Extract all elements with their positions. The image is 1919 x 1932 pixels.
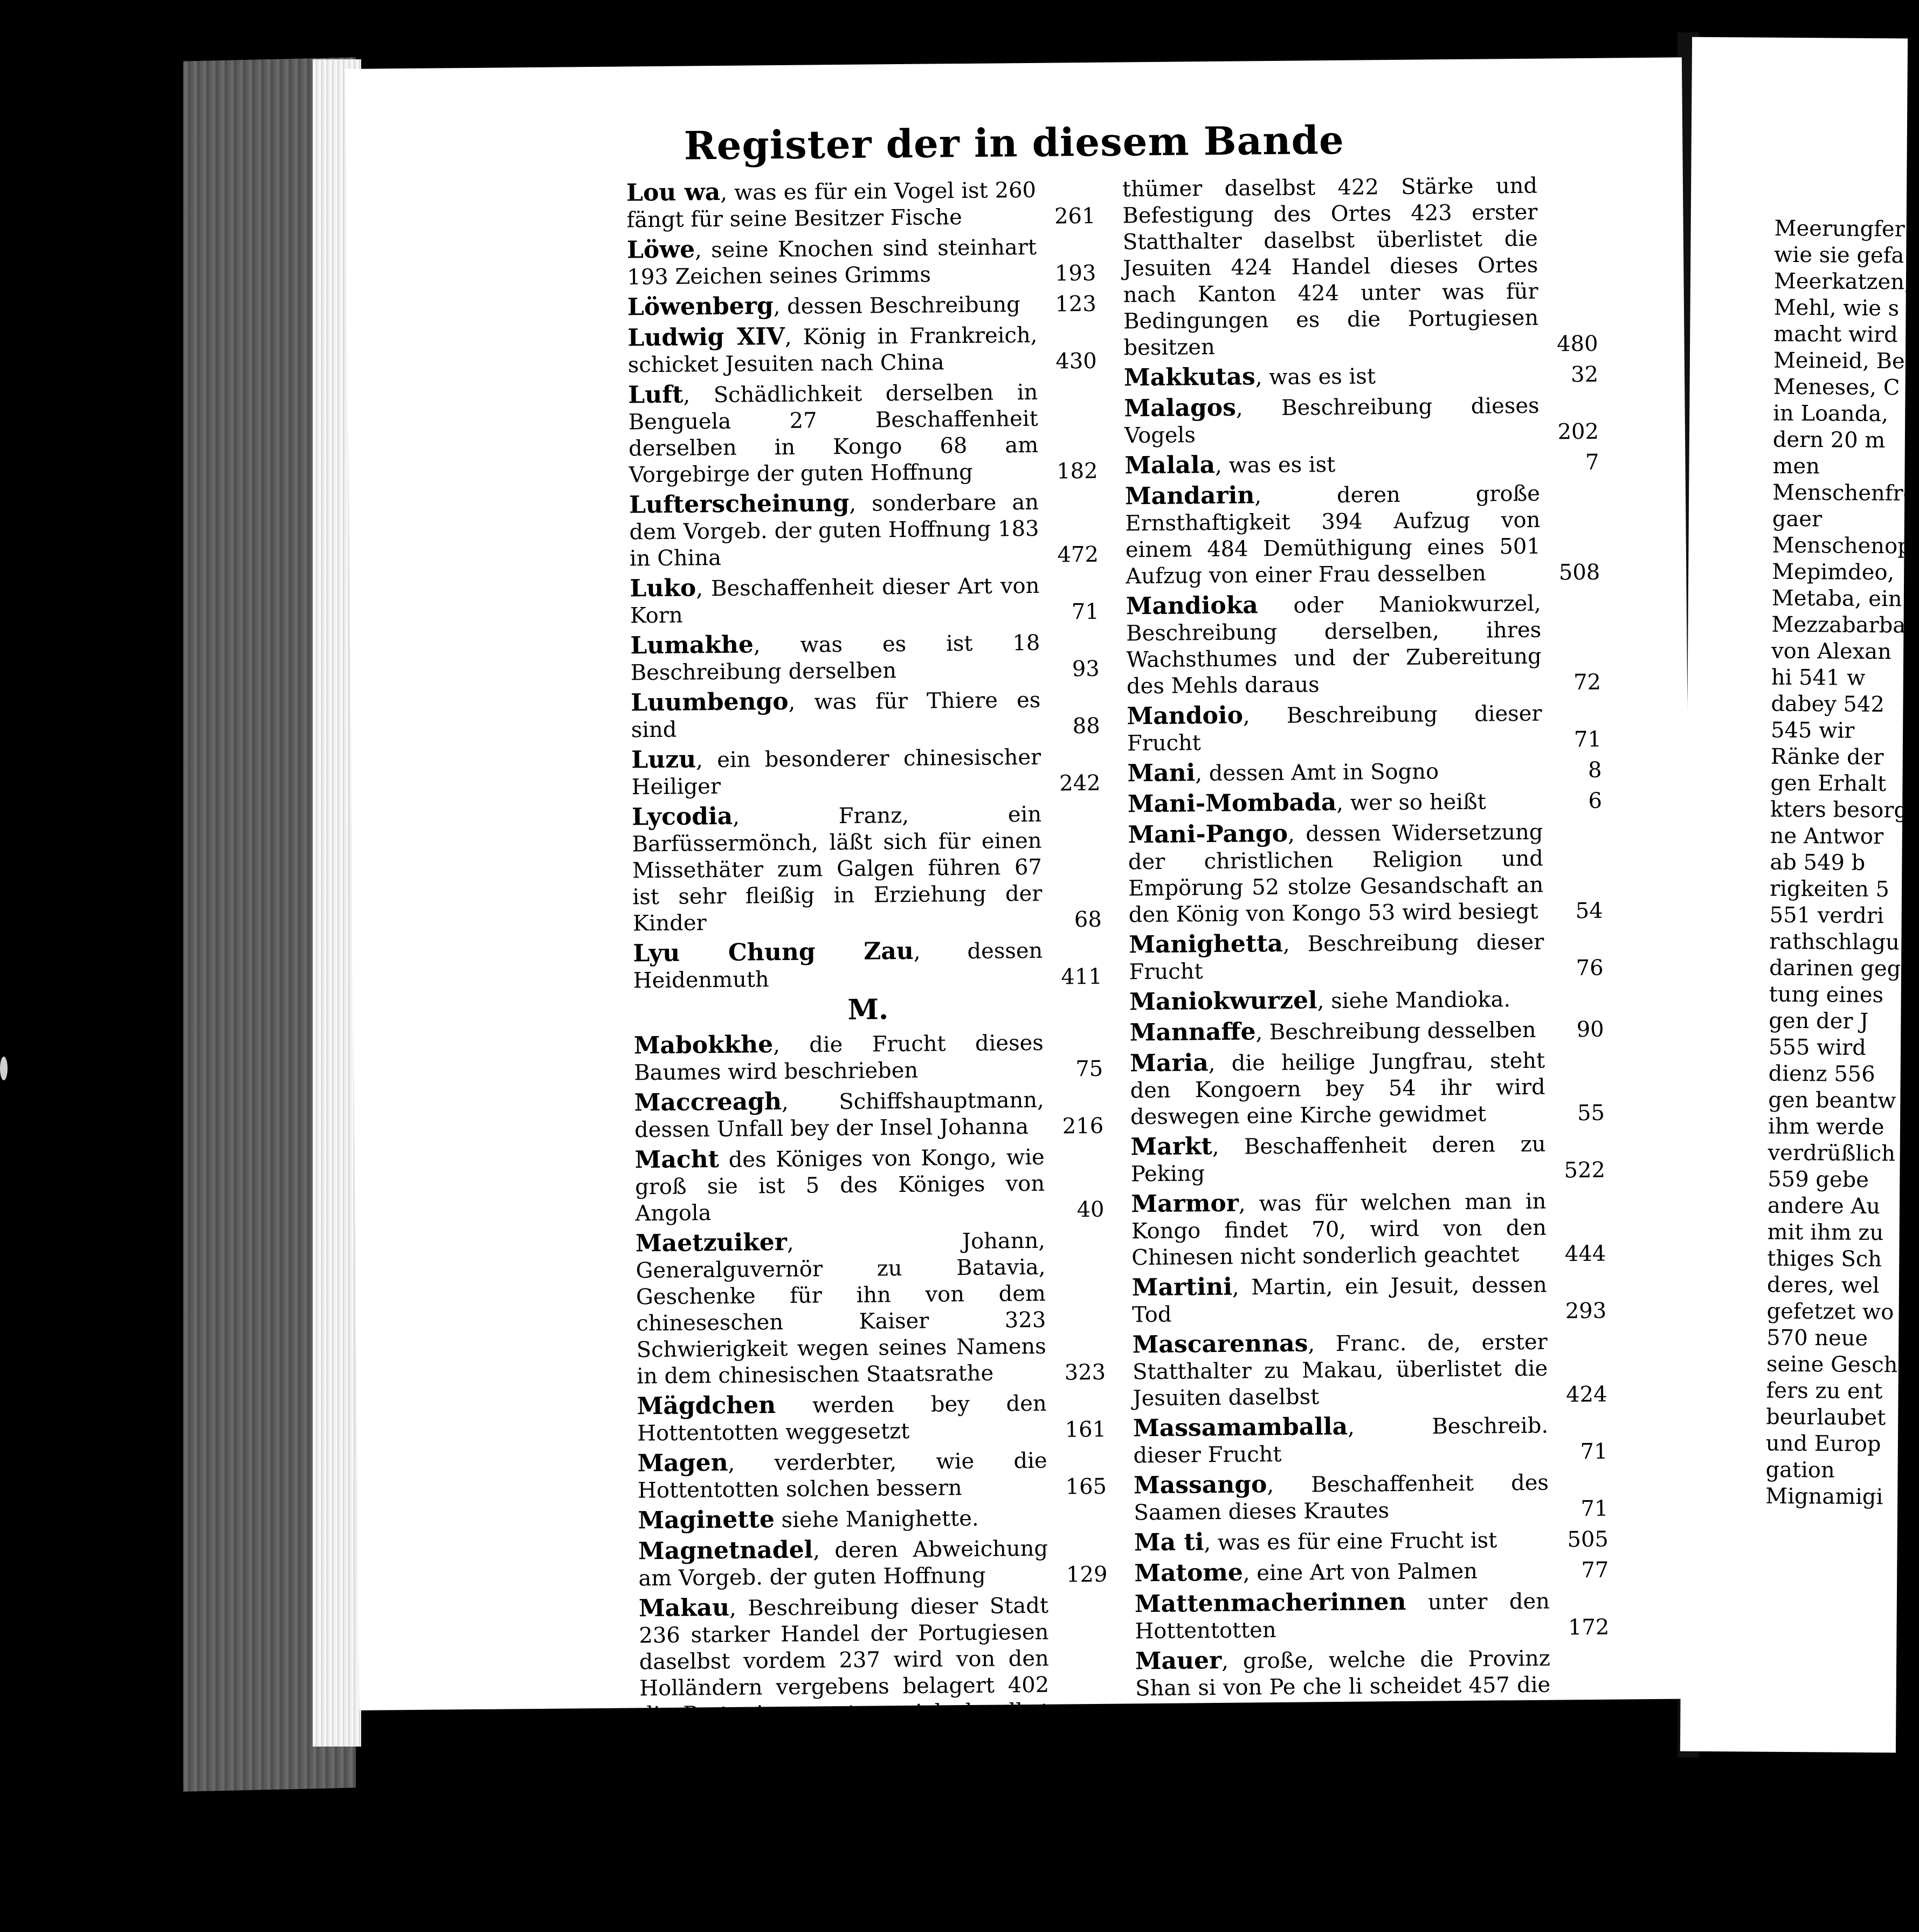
right-page-line: gen beantw [1768,1087,1911,1115]
right-page-line: fers zu ent [1766,1378,1909,1405]
index-entry [628,378,1098,489]
entry-text: , große, welche die Provinz Shan si von Pe che li scheidet 457 die große in China, deren Bau [1135,1646,1550,1728]
entry-headword: Maetzuiker [636,1229,787,1257]
right-page-line: gefetzet wo [1766,1299,1910,1326]
entry-page-number: 40 [1076,1197,1104,1223]
entry-text: des Königes von Kongo, wie groß sie ist 5 des Königes von Angola [635,1145,1045,1226]
right-page-line: von Alexan [1771,638,1915,666]
index-entry [627,290,1096,322]
entry-text: , was es für eine Frucht ist [1204,1528,1497,1555]
entry-text: , Beschreibung dieser Frucht [1127,701,1542,756]
section-letter: M. [633,995,1102,1025]
right-page-line: in Loanda, [1773,401,1916,428]
entry-text: , Schiffshauptmann, dessen Unfall bey der Insel Johanna [634,1088,1044,1143]
right-page-line: gation [1765,1457,1909,1485]
right-page-line: Meneses, C [1773,374,1916,402]
entry-headword: Magen [637,1449,728,1477]
entry-text: , wer so heißt [1336,790,1486,816]
right-page-line: dabey 542 [1771,691,1914,719]
right-page-line: andere Au [1768,1193,1911,1220]
entry-page-number: 55 [1577,1100,1605,1127]
entry-text: , Johann, Generalguvernör zu Batavia, Geschenke für ihn von dem chineseschen Kaiser 323 Schwierigkeit wegen seines Namens in dem chinesischen Staatsrathe [636,1229,1046,1389]
index-entry [634,1086,1104,1144]
entry-text: , dessen Beschreibung [774,292,1020,319]
entry-headword: Mägdchen [637,1391,776,1420]
right-page-line: Metaba, ein [1772,585,1915,613]
index-entry [631,686,1100,744]
right-page-line: 570 neue [1766,1325,1910,1353]
index-entry [637,1446,1107,1505]
entry-page-number: 71 [1580,1496,1608,1522]
right-page-line: gaer [1772,506,1916,534]
index-entry [627,321,1097,379]
entry-text: , was es ist 18 Beschreibung derselben [631,631,1040,686]
right-page-line: macht wird [1773,321,1917,349]
entry-text: werden bey den Hottentotten weggesetzt [637,1391,1047,1446]
entry-headword: Matome [1134,1559,1243,1588]
left-page [345,57,1696,1710]
index-entry [1124,448,1599,480]
index-entry [632,800,1102,937]
entry-headword: Mascarennas [1132,1330,1308,1359]
index-entry [1128,818,1603,929]
index-entry [1130,1130,1605,1188]
entry-headword: Marmor [1131,1190,1239,1218]
right-page-line: und Europ [1766,1431,1909,1458]
entry-headword: Ma ti [1134,1528,1204,1556]
entry-text: , dessen Amt in Sogno [1195,759,1439,786]
index-entry [1131,1187,1606,1272]
entry-page-number: 75 [1075,1056,1103,1082]
entry-headword: Lyu Chung Zau [633,937,914,968]
entry-headword: Mattenmacherinnen [1135,1588,1406,1618]
entry-text: , Beschaffenheit dieser Art von Korn [630,574,1040,629]
entry-text: , Franc. de, erster Statthalter zu Makau, überlistet die Jesuiten daselbst [1133,1330,1548,1411]
right-page-line: 559 gebe [1768,1167,1911,1194]
entry-headword: Mazza [1137,1840,1221,1868]
entry-page-number: 512, 527 [1514,1698,1610,1726]
entry-text: , Beschreibung desselben [1255,1018,1536,1045]
entry-page-number: 202 [1557,419,1599,446]
entry-text: , was es für ein Vogel ist 260 fängt für seine Besitzer Fische [626,178,1036,233]
right-page-line: Menschenfre [1772,480,1916,507]
scan-smudge [0,1057,8,1080]
entry-headword: Mandarin [1125,481,1255,510]
entry-headword: Mabokkhe [634,1031,774,1059]
entry-page-number: 88 [1073,713,1100,740]
entry-headword: Manighetta [1129,930,1283,958]
entry-page-number: 161 [1065,1417,1107,1444]
index-entry [1126,589,1602,700]
right-page-line: Mehl, wie s [1773,295,1917,322]
index-entry [629,488,1099,572]
entry-headword: Massamamballa [1133,1413,1348,1442]
right-page-line: rathschlagu [1769,929,1913,956]
index-entry [1132,1271,1607,1329]
entry-page-number: 93 [1072,656,1100,682]
entry-page-number: 226 [1570,1808,1611,1835]
entry-page-number: 480 [1557,331,1598,358]
entry-headword: Macht [634,1146,719,1174]
right-page-line: mit ihm zu [1767,1219,1910,1247]
entry-text: , die Frucht dieses Baumes wird beschrieben [634,1031,1044,1086]
right-page-line: verdrüßlich [1768,1140,1911,1168]
index-entry [630,629,1100,687]
entry-page-number: 293 [1565,1298,1607,1325]
entry-text: , Beschaffenheit des Saamen dieses Krautes [1134,1471,1549,1526]
entry-page-number: 508 [1559,560,1600,586]
index-entry [1128,787,1602,819]
entry-headword: Markt [1130,1133,1212,1161]
entry-page-number: 261 [1054,203,1096,230]
right-page-line: darinen geg [1769,955,1913,983]
entry-text: , siehe Mandioka. [1317,987,1510,1013]
index-entry [1135,1644,1610,1729]
entry-text: , König in Frankreich, schicket Jesuiten nach China [628,323,1038,378]
entry-text: unter den Hottentotten [1135,1589,1550,1644]
entry-page-number: 77 [1581,1557,1609,1584]
index-entry [630,571,1099,630]
entry-page-number: 216 [1062,1113,1104,1140]
index-entry [636,1226,1106,1390]
right-page-line: 551 verdri [1770,902,1913,930]
right-page-line: Mepimdeo, [1772,559,1915,586]
entry-headword: Lumakhe [630,631,754,659]
entry-page-number: 323 [1065,1360,1106,1386]
entry-headword: Luumbengo [631,688,789,717]
entry-text: , was für welchen man in Kongo findet 70, wird von den Chinesen nicht sonderlich geachtet [1131,1189,1547,1271]
right-page-line: Mezzabarba [1771,612,1915,639]
entry-headword: Löwe [627,236,695,264]
right-page-line: Ränke der [1771,744,1914,771]
index-entry [638,1503,1107,1535]
entry-headword: Mauer [1135,1647,1222,1675]
right-page-line: Mignamigi [1765,1484,1909,1511]
index-entry [1124,361,1598,392]
index-entry [1134,1468,1609,1527]
entry-text: , deren Abweichung am Vorgeb. der guten Hoffnung [638,1536,1048,1591]
entry-page-number: 505 [1567,1527,1609,1554]
entry-headword: Maginette [638,1506,775,1534]
entry-page-number: 8 [1588,757,1602,784]
entry-page-number: 165 [1065,1474,1107,1501]
entry-text: oder Maniokwurzel, Beschreibung derselben, ihres Wachsthumes und der Zubereitung des Mehls daraus [1126,591,1542,699]
index-column-1 [626,176,1110,1890]
right-page-line: beurlaubet [1766,1404,1909,1432]
index-column-2 [1122,171,1612,1926]
index-entry [627,233,1096,291]
right-page-line: Meerkatzen, [1774,268,1917,296]
entry-headword: Maus [1136,1730,1208,1758]
entry-page-number: 90 [1577,1017,1604,1043]
entry-page-number: 72 [1573,670,1601,696]
index-entry [634,1029,1103,1087]
right-page-line: kters besorg [1770,797,1914,824]
right-page-fragment [1680,37,1908,1753]
index-entry [638,1534,1108,1592]
entry-page-number: 71 [1584,1865,1611,1892]
index-entry [1129,985,1604,1017]
entry-headword: Maccreagh [634,1088,782,1116]
entry-headword: Mani [1127,759,1195,787]
right-page-line: Meerungfer [1774,216,1917,243]
entry-page-number: 7 [1585,450,1599,476]
entry-text: , Beschreibung dieses Vogels [1124,394,1540,448]
entry-headword: Makau [639,1594,730,1622]
entry-text: , die heilige Jungfrau, steht den Kongoern bey 54 ihr wird deswegen eine Kirche gewidmet [1130,1048,1545,1130]
entry-headword: Lycodia [632,803,733,831]
entry-text: , ein besonderer chinesischer Heiliger [631,745,1041,800]
entry-headword: Lufterscheinung [629,489,850,519]
entry-page-number: 172 [1568,1614,1610,1641]
entry-page-number: 71 [1574,727,1602,753]
right-page-line: 555 wird [1769,1034,1912,1062]
entry-page-number: 71 [1072,599,1099,625]
entry-page-number: 182 [1057,458,1098,485]
running-head: Register der in diesem Bande [346,114,1683,171]
right-page-line: Meineid, Be [1773,348,1917,375]
entry-headword: Malala [1124,451,1215,479]
entry-page-number: 123 [1055,291,1096,318]
entry-text: , dessen Widersetzung der christlichen Religion und Empörung 52 stolze Gesandschaft an den König von Kongo 53 wird besiegt [1128,820,1544,928]
entry-headword: Makkutas [1124,363,1255,391]
entry-page-number: 242 [1059,770,1101,797]
index-entry [1137,1838,1612,1896]
index-entry [1125,479,1600,590]
right-page-line: gen Erhalt [1770,770,1914,798]
entry-headword: Martini [1132,1273,1233,1302]
index-entry [1135,1587,1610,1645]
entry-text: , Beschaffenheit deren zu Peking [1131,1132,1546,1187]
right-page-line: men [1772,453,1916,481]
index-entry [626,176,1096,234]
right-page-line: dienz 556 [1769,1061,1912,1088]
index-entry [637,1389,1106,1447]
entry-text: , dessen Heidenmuth [633,939,1043,993]
entry-page-number: 193 [1055,260,1096,287]
entry-headword: Mandoio [1127,702,1243,730]
right-page-line: wie sie gefa [1774,242,1917,270]
right-page-line: 545 wir [1771,717,1914,745]
right-page-line: tung eines [1769,982,1913,1009]
index-entry [1122,171,1598,362]
right-page-line: rigkeiten 5 [1770,876,1913,903]
entry-headword: Ludwig XIV [627,323,785,352]
entry-text: , Schädlichkeit derselben in Benguela 27 Beschaffenheit derselben in Kongo 68 am Vorgebirge der guten Hoffnung [629,380,1039,488]
entry-page-number: 444 [1565,1241,1606,1268]
index-entry [1132,1328,1607,1412]
entry-text: , Beschreibung dieser Frucht [1129,930,1544,985]
index-entry [1127,699,1602,757]
entry-text: , was für Thiere es sind [631,688,1041,743]
right-page-line: Menschenop [1772,533,1915,560]
entry-headword: Malagos [1124,394,1236,423]
entry-headword: Magnetnadel [638,1536,813,1565]
catchword: Meer- [1137,1895,1612,1926]
entry-headword: Mani-Pango [1128,820,1288,849]
right-page-text [1765,216,1918,1511]
entry-headword: Maniokwurzel [1129,986,1317,1016]
entry-headword: Lou wa [626,178,721,207]
entry-headword: Mandioka [1126,591,1258,620]
index-entry [1124,391,1599,450]
index-entry [1136,1728,1611,1839]
entry-headword: Luko [630,574,696,602]
right-page-line: seine Gesch [1766,1351,1910,1379]
entry-page-number: 522 [1564,1157,1605,1184]
entry-text: , Franz, ein Barfüssermönch, läßt sich für einen Missethäter zum Galgen führen 67 ist sehr fleißig in Erziehung der Kinder [632,802,1042,936]
index-entry [1129,1016,1604,1047]
index-entry [633,936,1102,995]
entry-text: , was für eine Art von Korn es ist [1137,1840,1552,1895]
entry-page-number: 68 [1074,907,1102,933]
entry-text: , verderbter, wie die Hottentotten solchen bessern [638,1448,1047,1503]
right-page-line: ab 549 b [1770,850,1913,877]
entry-headword: Mannaffe [1129,1018,1255,1046]
right-page-line: thiges Sch [1767,1246,1910,1273]
index-entry [1133,1411,1608,1469]
entry-text: , was es ist [1215,452,1335,478]
entry-page-number: 129 [1066,1562,1108,1589]
entry-headword: Massango [1134,1471,1267,1499]
entry-page-number: 76 [1576,955,1604,982]
right-page-line: dern 20 m [1773,427,1916,454]
entry-page-number: 32 [1571,362,1598,388]
index-entry [631,743,1101,801]
entry-headword: Luzu [631,746,696,774]
entry-text: , eine Art von Palmen [1243,1559,1478,1586]
entry-text: , indianische, deren Beschreibung 197 werden in Monomotapa für Leckerbissen gehalten [1136,1730,1551,1838]
entry-page-number: 411 [1061,964,1102,991]
entry-text: , seine Knochen sind steinhart 193 Zeichen seines Grimms [627,235,1037,290]
entry-text: , Beschreibung dieser Stadt 236 starker Handel der Portugiesen daselbst vordem 237 wird von den Holländern vergebens belagert 402 die Portugiesen setzen sich daselbst 420 dessen Lage ibid. der dasige Handel ist sehr gefallen 420 schlechter Zustand der dasigen Portugiesen 421 wie die Portugiesen solches bekommen haben 422 Einwohner und Reich- [639,1593,1051,1886]
entry-headword: Maria [1130,1049,1209,1077]
entry-text: , sonderbare an dem Vorgeb. der guten Hoffnung 183 in China [629,490,1039,571]
entry-text: siehe Manighette. [775,1506,979,1533]
right-page-line: ne Antwor [1770,823,1914,851]
entry-page-number: 6 [1588,788,1602,815]
right-page-line: ihm werde [1768,1114,1911,1141]
entry-text: , Beschreib. dieser Frucht [1133,1413,1548,1468]
entry-headword: Löwenberg [627,292,774,321]
index-entry [1134,1556,1609,1588]
index-entry [1134,1526,1609,1557]
index-entry [639,1591,1110,1887]
index-entry [1130,1046,1605,1131]
right-page-line: gen der J [1769,1008,1912,1036]
entry-text: thümer daselbst 422 Stärke und Befestigung des Ortes 423 erster Statthalter daselbst überlistet die Jesuiten 424 Handel dieses Ortes nach Kanton 424 unter was für Bedingungen es die Portugiesen besitzen [1122,174,1539,361]
index-entry [1129,928,1604,986]
index-entry [634,1143,1104,1227]
entry-page-number: 424 [1566,1382,1607,1409]
right-page-line: deres, wel [1767,1272,1910,1300]
entry-headword: Mani-Mombada [1128,789,1337,818]
index-entry [1127,756,1602,788]
entry-page-number: 54 [1576,898,1603,924]
entry-text: , Martin, ein Jesuit, dessen Tod [1132,1273,1547,1328]
entry-text: , deren große Ernsthaftigkeit 394 Aufzug von einem 484 Demüthigung eines 501 Aufzug von einer Frau desselben [1125,481,1541,589]
right-page-line: hi 541 w [1771,665,1915,692]
entry-text: , was es ist [1255,364,1376,390]
entry-page-number: 430 [1055,348,1097,375]
entry-page-number: 472 [1057,542,1099,569]
entry-page-number: 71 [1580,1439,1607,1465]
entry-headword: Luft [628,381,684,409]
